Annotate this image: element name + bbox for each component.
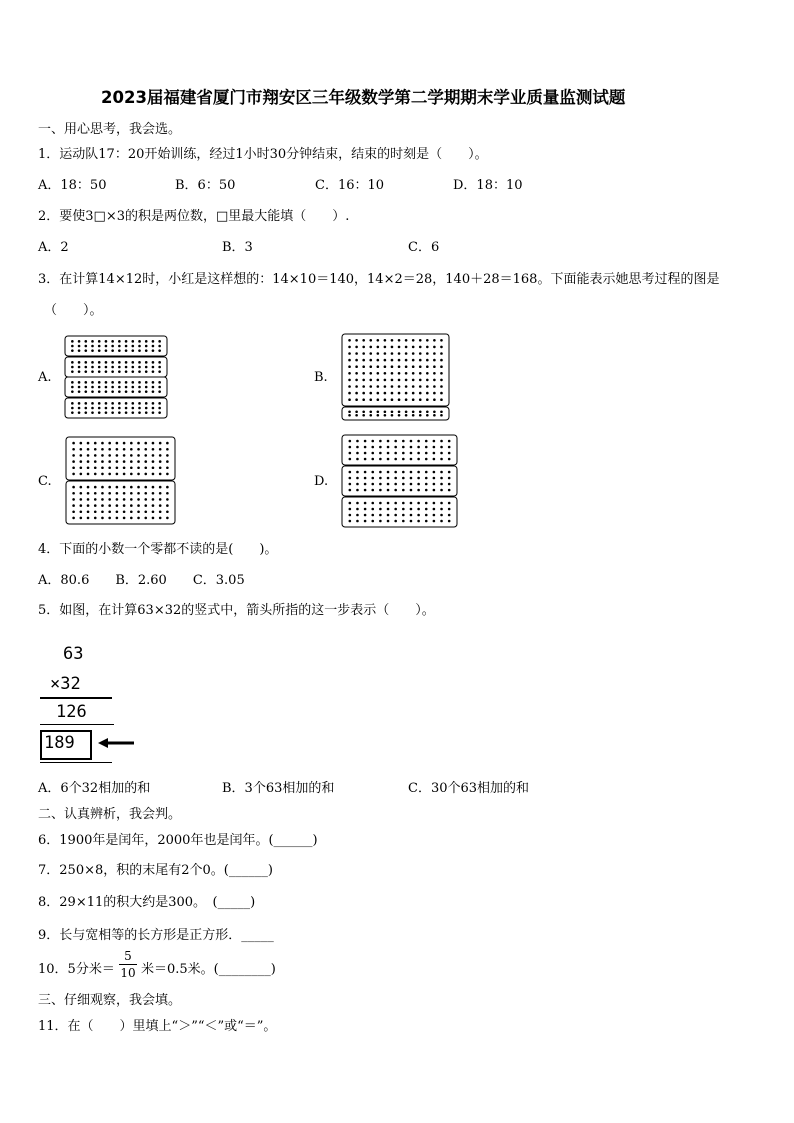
question-3-cont: （ ）。: [44, 303, 103, 318]
figure-a-band-3: [65, 377, 167, 397]
section-heading-2: 二、认真辨析，我会判。: [38, 807, 182, 822]
vertical-multiplication-image: [36, 640, 146, 770]
question-4: 4．下面的小数一个零都不读的是( )。: [38, 542, 278, 557]
q2-option-b: B．3: [222, 240, 253, 255]
calc-line-1: 63: [63, 644, 84, 664]
calc-line-4: 189: [44, 733, 75, 753]
question-7: 7．250×8，积的末尾有2个0。(______): [38, 863, 273, 878]
fraction-5-10: [119, 950, 137, 979]
figure-c-block-1: [66, 437, 175, 480]
q2-option-a: A．2: [38, 240, 69, 255]
q5-option-a: A．6个32相加的和: [38, 781, 151, 796]
q5-option-b: B．3个63相加的和: [222, 781, 335, 796]
q1-option-b: B．6：50: [175, 178, 236, 193]
q5-option-c: C．30个63相加的和: [408, 781, 530, 796]
figure-a-band-1: [65, 336, 167, 356]
question-11: 11．在（ ）里填上“＞”“＜”或“＝”。: [38, 1019, 277, 1034]
q3-option-c: C.: [38, 474, 52, 489]
question-3: 3．在计算14×12时，小红是这样想的：14×10＝140，14×2＝28，140＋28＝168。下面能表示她思考过程的图是: [38, 272, 720, 287]
q1-option-c: C．16：10: [315, 178, 385, 193]
q3-option-d: D.: [314, 474, 329, 489]
figure-a-band-4: [65, 398, 167, 418]
calc-line-3: 126: [56, 702, 87, 722]
figure-d-block-1: [342, 435, 457, 465]
fraction-denominator: 10: [120, 966, 136, 980]
q4-options: A．80.6 B．2.60 C．3.05: [38, 573, 245, 588]
figure-b-block-2: [342, 407, 449, 420]
question-9: 9．长与宽相等的长方形是正方形．_____: [38, 928, 274, 943]
q2-option-c: C．6: [408, 240, 440, 255]
figure-b-block-10: [342, 334, 449, 406]
figure-d-block-3: [342, 497, 457, 527]
question-10-post: 米＝0.5米。(________): [141, 962, 276, 977]
fraction-numerator: 5: [124, 949, 132, 963]
q3-option-b: B.: [314, 370, 328, 385]
question-10-pre: 10．5分米＝: [38, 962, 115, 977]
question-6: 6．1900年是闰年，2000年也是闰年。(______): [38, 833, 318, 848]
figure-c-block-2: [66, 481, 175, 524]
question-5: 5．如图，在计算63×32的竖式中，箭头所指的这一步表示（ ）。: [38, 603, 435, 618]
figure-d-block-2: [342, 466, 457, 496]
q1-option-a: A．18：50: [38, 178, 107, 193]
section-heading-3: 三、仔细观察，我会填。: [38, 993, 182, 1008]
section-heading-1: 一、用心思考，我会选。: [38, 122, 182, 137]
figure-a-band-2: [65, 357, 167, 377]
question-8: 8．29×11的积大约是300。 (_____): [38, 895, 256, 910]
arrow-icon: [98, 736, 134, 750]
question-2: 2．要使3□×3的积是两位数，□里最大能填（ ）.: [38, 209, 350, 224]
q3-option-a: A.: [38, 370, 52, 385]
page-title: 2023届福建省厦门市翔安区三年级数学第二学期期末学业质量监测试题: [101, 88, 626, 107]
q1-option-d: D．18：10: [453, 178, 523, 193]
question-1: 1．运动队17：20开始训练，经过1小时30分钟结束，结束的时刻是（ ）。: [38, 147, 488, 162]
calc-line-2: ×32: [50, 674, 81, 694]
